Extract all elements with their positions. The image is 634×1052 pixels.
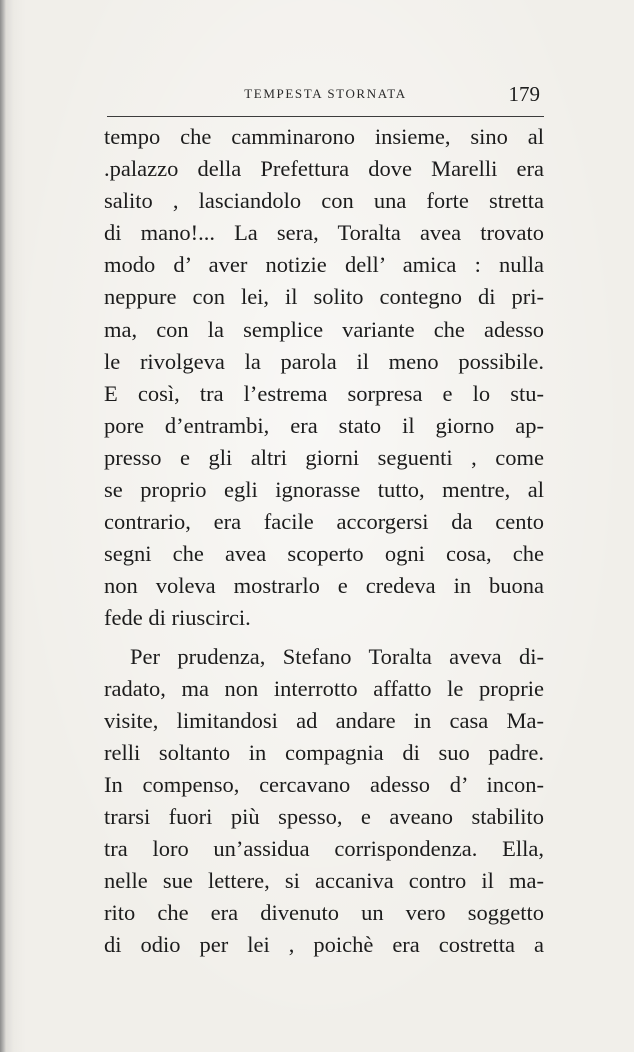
text-line: tra loro un’assidua corrispondenza. Ella,: [104, 836, 544, 862]
body-text: [104, 121, 544, 961]
text-line: tempo che camminarono insieme, sino al: [104, 124, 544, 149]
text-line: fede di riuscirci.: [104, 605, 251, 631]
text-line: di mano!... La sera, Toralta avea trovato: [104, 220, 544, 246]
text-line: rito che era divenuto un vero soggetto: [104, 900, 544, 926]
text-line: presso e gli altri giorni seguenti , come: [104, 444, 544, 470]
text-line: non voleva mostrarlo e credeva in buona: [104, 573, 544, 599]
text-line: nelle sue lettere, si accaniva contro il ma-: [104, 868, 544, 894]
text-line: visite, limitandosi ad andare in casa Ma-: [104, 707, 544, 733]
text-line: segni che avea scoperto ogni cosa, che: [104, 541, 544, 567]
text-line: pore d’entrambi, era stato il giorno ap-: [104, 412, 544, 438]
running-title: TEMPESTA STORNATA: [244, 86, 407, 101]
text-line: Per prudenza, Stefano Toralta aveva di-: [130, 643, 544, 669]
text-line: radato, ma non interrotto affatto le proprie: [104, 675, 544, 701]
text-line: le rivolgeva la parola il meno possibile.: [104, 348, 544, 374]
text-line: se proprio egli ignorasse tutto, mentre, al: [104, 477, 544, 503]
text-line: E così, tra l’estrema sorpresa e lo stu-: [104, 380, 544, 406]
page-gutter-shadow: [0, 0, 6, 1052]
text-line: .palazzo della Prefettura dove Marelli era: [104, 156, 544, 182]
text-line: neppure con lei, il solito contegno di pri-: [104, 284, 544, 310]
text-line: di odio per lei , poichè era costretta a: [104, 932, 544, 958]
paragraph-1: [104, 121, 544, 635]
running-head: [107, 84, 544, 108]
header-rule: [107, 116, 544, 117]
text-line: relli soltanto in compagnia di suo padre.: [104, 739, 544, 765]
text-line: ma, con la semplice variante che adesso: [104, 316, 544, 342]
text-line: trarsi fuori più spesso, e aveano stabilito: [104, 803, 544, 829]
text-line: salito , lasciandolo con una forte stretta: [104, 188, 544, 214]
text-line: In compenso, cercavano adesso d’ incon-: [104, 771, 544, 797]
paragraph-2: [104, 641, 544, 962]
page-number: 179: [508, 82, 540, 106]
text-line: modo d’ aver notizie dell’ amica : nulla: [104, 252, 544, 278]
text-line: contrario, era facile accorgersi da cento: [104, 509, 544, 535]
